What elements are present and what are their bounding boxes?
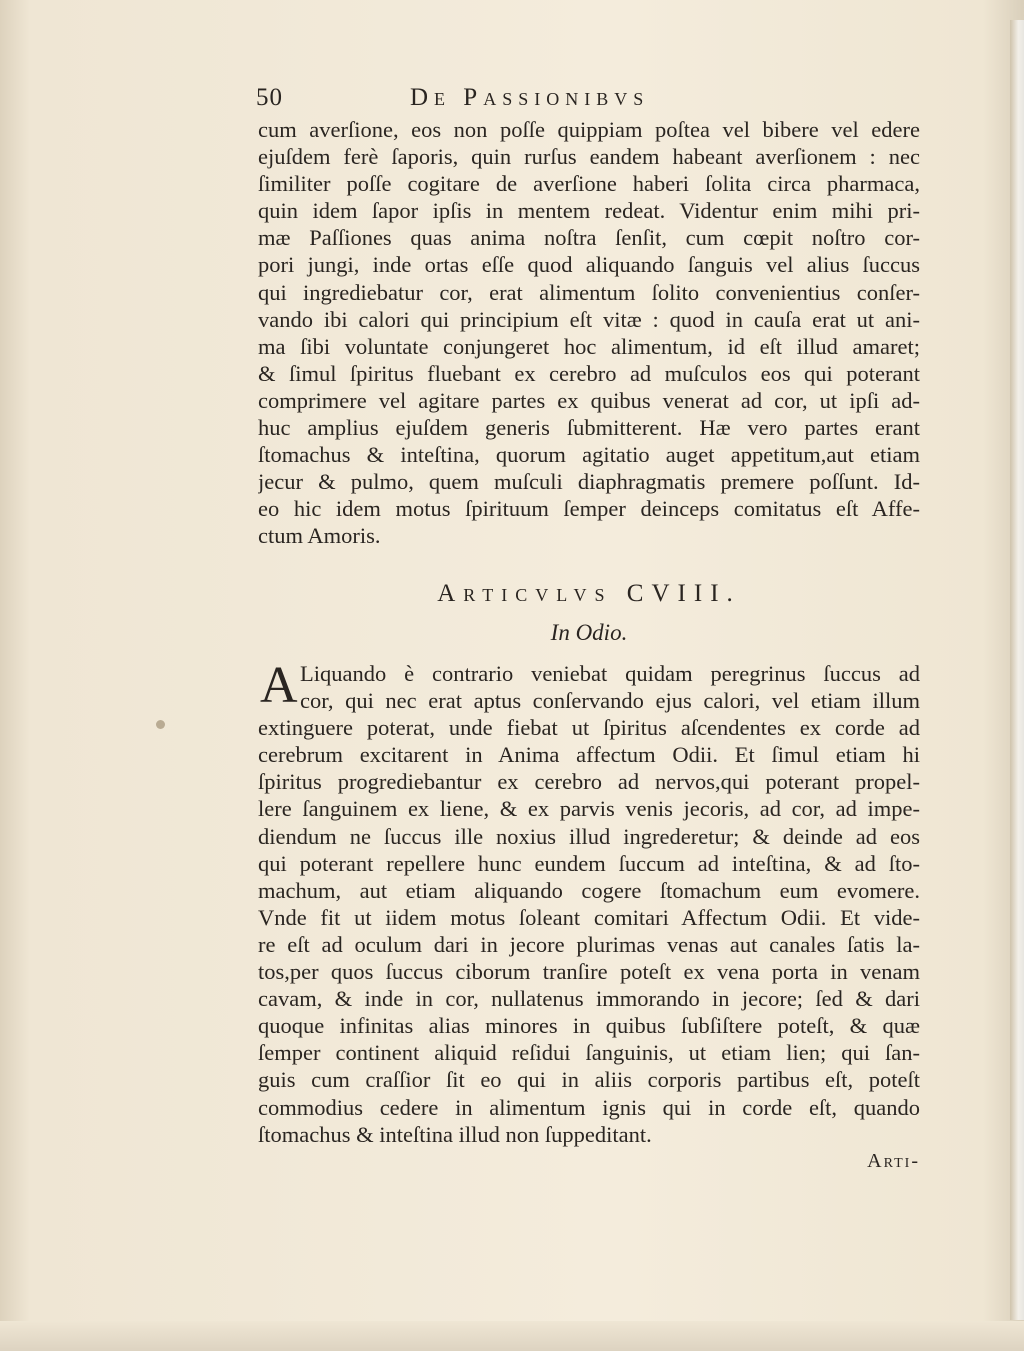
text-line: ſtomachus & inteſtina illud non ſuppeditant. bbox=[258, 1121, 652, 1147]
text-line: extinguere poterat, unde fiebat ut ſpiritus aſcendentes ex corde ad bbox=[258, 715, 920, 741]
paragraph-continued bbox=[258, 116, 920, 550]
text-line: ſimiliter poſſe cogitare de averſione haberi ſolita circa pharmaca, bbox=[258, 171, 920, 197]
text-line: machum, aut etiam aliquando cogere ſtomachum eum evomere. bbox=[258, 877, 920, 903]
article-paragraph bbox=[258, 657, 920, 1148]
page-edge bbox=[1010, 20, 1024, 1320]
text-line: cor, qui nec erat aptus conſervando ejus calori, vel etiam illum bbox=[300, 688, 920, 714]
text-line: lere ſanguinem ex liene, & ex parvis venis jecoris, ad cor, ad impe- bbox=[258, 796, 920, 822]
text-line: quin idem ſapor ipſis in mentem redeat. Videntur enim mihi pri- bbox=[258, 198, 920, 224]
text-line: ſemper continent aliquid reſidui ſanguinis, ut etiam lien; qui ſan- bbox=[258, 1040, 920, 1066]
text-line: vando ibi calori qui principium eſt vitæ : quod in cauſa erat ut ani- bbox=[258, 306, 920, 332]
text-line: ma ſibi voluntate conjungeret hoc alimentum, id eſt illud amaret; bbox=[258, 333, 920, 359]
running-head: De Passionibvs bbox=[410, 84, 650, 111]
text-line: tos,per quos ſuccus ciborum tranſire poteſt ex vena porta in venam bbox=[258, 959, 920, 985]
text-line: & ſimul ſpiritus fluebant ex cerebro ad muſculos eos qui poterant bbox=[258, 360, 920, 386]
text-line: Vnde fit ut iidem motus ſoleant comitari Affectum Odii. Et vide- bbox=[258, 904, 920, 930]
text-line: ejuſdem ferè ſaporis, quin rurſus eandem habeant averſionem : nec bbox=[258, 144, 920, 170]
text-line: commodius cedere in alimentum ignis qui in corde eſt, quando bbox=[258, 1094, 920, 1120]
text-line: eo hic idem motus ſpirituum ſemper deinceps comitatus eſt Affe- bbox=[258, 496, 920, 522]
text-line: huc amplius ejuſdem generis ſubmitterent. Hæ vero partes erant bbox=[258, 415, 920, 441]
text-line: comprimere vel agitare partes ex quibus venerat ad cor, ut ipſi ad- bbox=[258, 387, 920, 413]
text-line: qui poterant repellere hunc eundem ſuccum ad inteſtina, & ad ſto- bbox=[258, 850, 920, 876]
text-line: diendum ne ſuccus ille noxius illud ingrederetur; & deinde ad eos bbox=[258, 823, 920, 849]
text-line: cum averſione, eos non poſſe quippiam poſtea vel bibere vel edere bbox=[258, 117, 920, 142]
text-line: ſtomachus & inteſtina, quorum agitatio auget appetitum,aut etiam bbox=[258, 442, 920, 468]
text-line: quoque infinitas alias minores in quibus ſubſiſtere poteſt, & quæ bbox=[258, 1013, 920, 1039]
text-line: cerebrum excitarent in Anima affectum Odii. Et ſimul etiam hi bbox=[258, 742, 920, 768]
text-line: mæ Paſſiones quas anima noſtra ſenſit, cum cœpit noſtro cor- bbox=[258, 225, 920, 251]
catchword: Arti- bbox=[867, 1150, 920, 1172]
text-line: re eſt ad oculum dari in jecore plurimas venas aut canales ſatis la- bbox=[258, 931, 920, 957]
text-line: jecur & pulmo, quem muſculi diaphragmatis premere poſſunt. Id- bbox=[258, 469, 920, 495]
text-line: guis cum craſſior ſit eo qui in aliis corporis partibus eſt, poteſt bbox=[258, 1067, 920, 1093]
text-line: Liquando è contrario veniebat quidam peregrinus ſuccus ad bbox=[300, 661, 920, 686]
article-subtitle: In Odio. bbox=[550, 620, 628, 645]
text-line: qui ingrediebatur cor, erat alimentum ſolito convenientius conſer- bbox=[258, 279, 920, 305]
paper-stain bbox=[156, 720, 165, 729]
article-heading: Articvlvs CVIII. bbox=[437, 580, 741, 607]
page-bottom-edge bbox=[0, 1321, 1024, 1351]
text-line: pori jungi, inde ortas eſſe quod aliquando ſanguis vel alius ſuccus bbox=[258, 252, 920, 278]
page-number: 50 bbox=[256, 84, 283, 111]
text-line: cavam, & inde in cor, nullatenus immorando in jecore; ſed & dari bbox=[258, 986, 920, 1012]
text-line: ſpiritus progrediebantur ex cerebro ad nervos,qui poterant propel- bbox=[258, 769, 920, 795]
page-header bbox=[256, 84, 768, 118]
text-line: ctum Amoris. bbox=[258, 523, 381, 549]
drop-cap: A bbox=[260, 657, 298, 714]
